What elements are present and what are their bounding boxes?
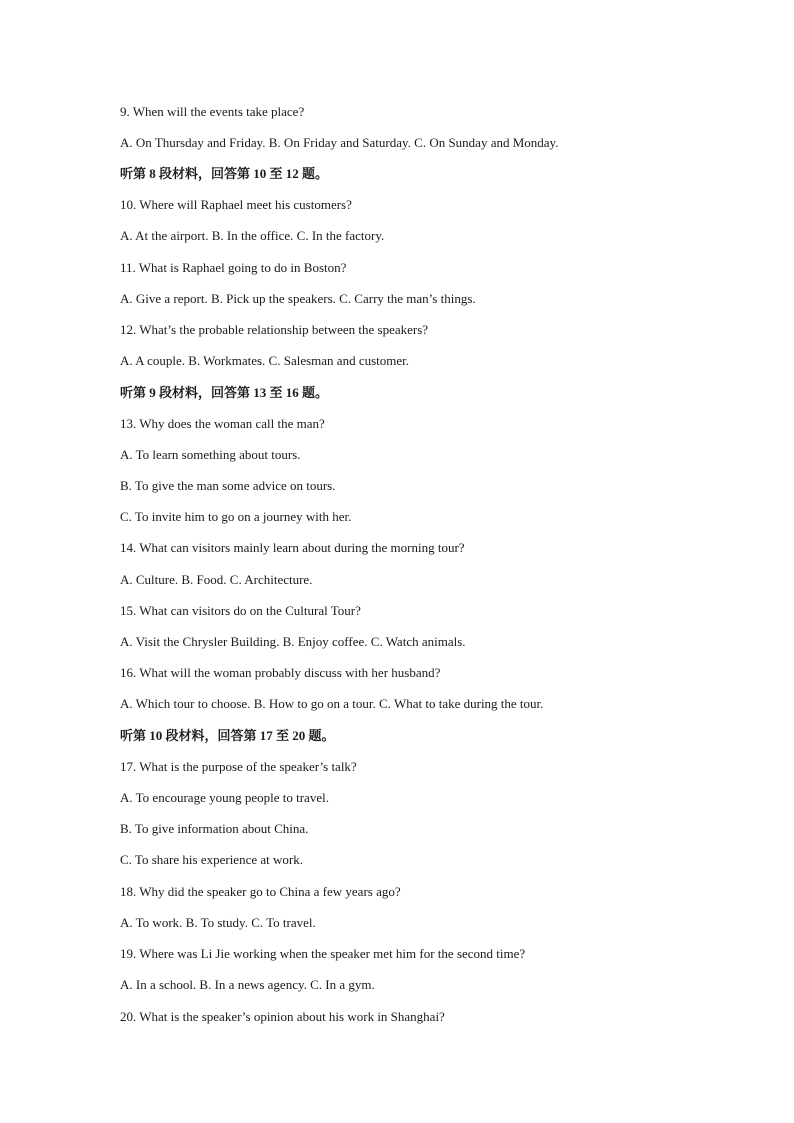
- question-15-options: A. Visit the Chrysler Building. B. Enjoy coffee. C. Watch animals.: [120, 634, 466, 649]
- question-17-option-b: B. To give information about China.: [120, 821, 309, 836]
- question-14: 14. What can visitors mainly learn about during the morning tour?: [120, 540, 465, 555]
- question-13: 13. Why does the woman call the man?: [120, 416, 325, 431]
- question-17: 17. What is the purpose of the speaker’s talk?: [120, 759, 357, 774]
- question-20: 20. What is the speaker’s opinion about his work in Shanghai?: [120, 1009, 445, 1024]
- question-12-options: A. A couple. B. Workmates. C. Salesman and customer.: [120, 353, 410, 368]
- question-17-option-a: A. To encourage young people to travel.: [120, 790, 329, 805]
- question-11-options: A. Give a report. B. Pick up the speakers. C. Carry the man’s things.: [120, 291, 476, 306]
- section-heading-9: 听第 9 段材料，回答第 13 至 16 题。: [120, 385, 329, 400]
- question-19-options: A. In a school. B. In a news agency. C. In a gym.: [120, 977, 375, 992]
- question-15: 15. What can visitors do on the Cultural Tour?: [120, 603, 361, 618]
- question-11: 11. What is Raphael going to do in Boston?: [120, 260, 347, 275]
- question-13-option-c: C. To invite him to go on a journey with her.: [120, 509, 352, 524]
- question-16-options: A. Which tour to choose. B. How to go on a tour. C. What to take during the tour.: [120, 696, 544, 711]
- question-18: 18. Why did the speaker go to China a few years ago?: [120, 884, 401, 899]
- question-10-options: A. At the airport. B. In the office. C. In the factory.: [120, 228, 385, 243]
- question-16: 16. What will the woman probably discuss with her husband?: [120, 665, 441, 680]
- question-10: 10. Where will Raphael meet his customers?: [120, 197, 352, 212]
- section-heading-8: 听第 8 段材料，回答第 10 至 12 题。: [120, 166, 329, 181]
- question-13-option-a: A. To learn something about tours.: [120, 447, 301, 462]
- question-18-options: A. To work. B. To study. C. To travel.: [120, 915, 316, 930]
- question-9-options: A. On Thursday and Friday. B. On Friday and Saturday. C. On Sunday and Monday.: [120, 135, 559, 150]
- question-12: 12. What’s the probable relationship between the speakers?: [120, 322, 429, 337]
- section-heading-10: 听第 10 段材料，回答第 17 至 20 题。: [120, 728, 335, 743]
- question-19: 19. Where was Li Jie working when the speaker met him for the second time?: [120, 946, 526, 961]
- question-9: 9. When will the events take place?: [120, 104, 305, 119]
- question-13-option-b: B. To give the man some advice on tours.: [120, 478, 336, 493]
- question-17-option-c: C. To share his experience at work.: [120, 852, 303, 867]
- question-14-options: A. Culture. B. Food. C. Architecture.: [120, 572, 313, 587]
